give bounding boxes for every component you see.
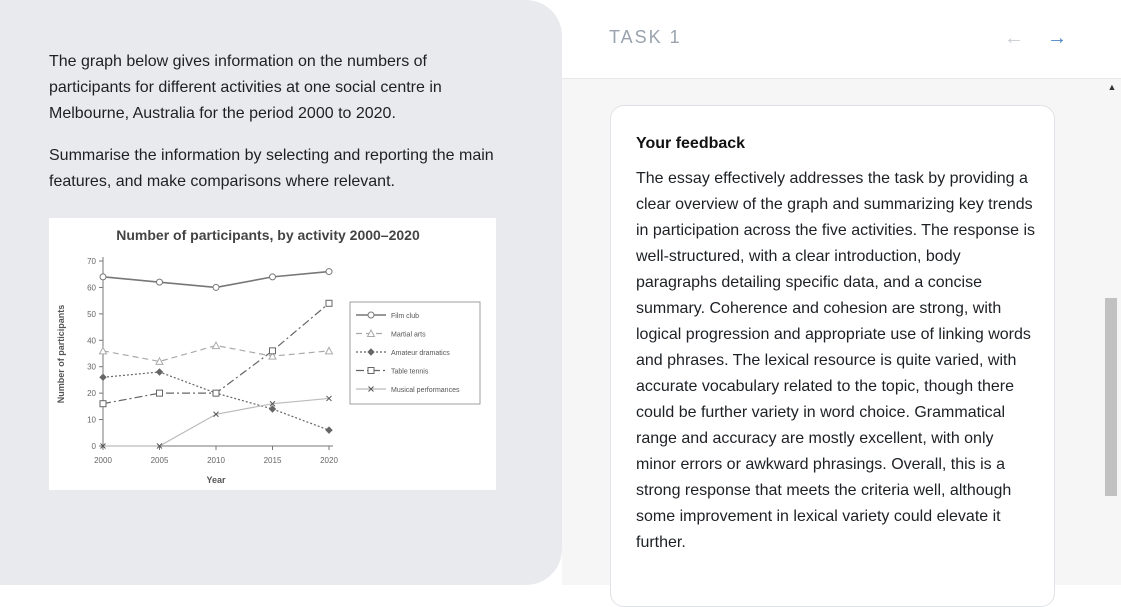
prompt-paragraph-1: The graph below gives information on the numbers of participants for different activities at one social centre in Melbourne, Australia for the period 2000 to 2020. [49,53,442,122]
y-axis-label: Number of participants [56,304,66,404]
x-tick-label: 2020 [320,456,338,465]
chart-title: Number of participants, by activity 2000–2020 [116,227,420,243]
y-tick-label: 70 [87,257,96,266]
data-point [326,269,332,275]
legend-label: Amateur dramatics [391,350,450,357]
line-chart [49,218,496,490]
x-tick-label: 2005 [150,456,169,465]
feedback-panel [562,0,1121,585]
data-point [100,401,106,407]
y-tick-label: 40 [87,336,96,346]
legend-label: Film club [391,313,420,320]
series-line [103,303,329,403]
data-point [213,390,219,396]
data-point [100,347,107,354]
scrollbar-thumb[interactable] [1105,298,1117,496]
data-point [270,274,276,280]
scroll-up-icon[interactable]: ▲ [1107,82,1117,92]
chart-legend [350,302,480,404]
next-arrow-icon[interactable]: → [1047,27,1067,49]
task-chart-image [49,218,496,490]
series-4 [101,396,332,449]
data-point [326,300,332,306]
data-point [157,279,163,285]
data-point [326,347,333,354]
x-tick-label: 2015 [263,456,282,465]
task-title: TASK 1 [609,27,682,47]
task-prompt [49,49,509,211]
y-tick-label: 10 [87,415,96,425]
chart-series [100,269,333,449]
y-tick-label: 50 [87,309,96,319]
series-0 [100,269,332,291]
series-line [103,398,329,446]
data-point [100,274,106,280]
data-point [213,284,219,290]
x-tick-label: 2000 [94,456,112,465]
y-tick-label: 0 [91,442,96,451]
x-axis-label: Year [206,475,226,485]
task-header [562,0,1121,79]
y-tick-label: 20 [87,389,96,399]
feedback-text: The essay effectively addresses the task by providing a clear overview of the graph and summarizing key trends in participation across the five activities. The response is well-structured, with a clear introduction, body paragraphs detailing specific data, and a concise summary. Coherence and cohesion are strong, with logical progression and appropriate use of linking words and phrases. The lexical resource is quite varied, with accurate vocabulary related to the topic, though there could be further variety in word choice. Grammatical range and accuracy are mostly excellent, with only minor errors or awkward phrasings. Overall, this is a strong response that meets the criteria well, although some improvement in lexical variety could elevate it further. [636,170,1036,551]
previous-arrow-icon[interactable]: ← [1004,27,1024,49]
data-point [270,348,276,354]
data-point [368,368,374,374]
data-point [368,312,374,318]
data-point [326,427,332,433]
feedback-heading: Your feedback [636,135,746,152]
x-tick-label: 2010 [207,456,225,465]
data-point [270,406,276,412]
data-point [100,374,106,380]
legend-label: Table tennis [391,368,429,376]
task-prompt-panel [0,0,562,585]
data-point [213,342,220,349]
legend-label: Martial arts [391,331,426,339]
legend-label: Musical performances [391,387,460,394]
y-tick-label: 60 [87,283,96,293]
data-point [157,390,163,396]
prompt-paragraph-2: Summarise the information by selecting and reporting the main features, and make comparisons where relevant. [49,147,494,190]
series-3 [100,300,332,406]
data-point [157,369,163,375]
y-tick-label: 30 [87,362,96,372]
feedback-card [610,105,1055,607]
series-1 [100,342,333,364]
